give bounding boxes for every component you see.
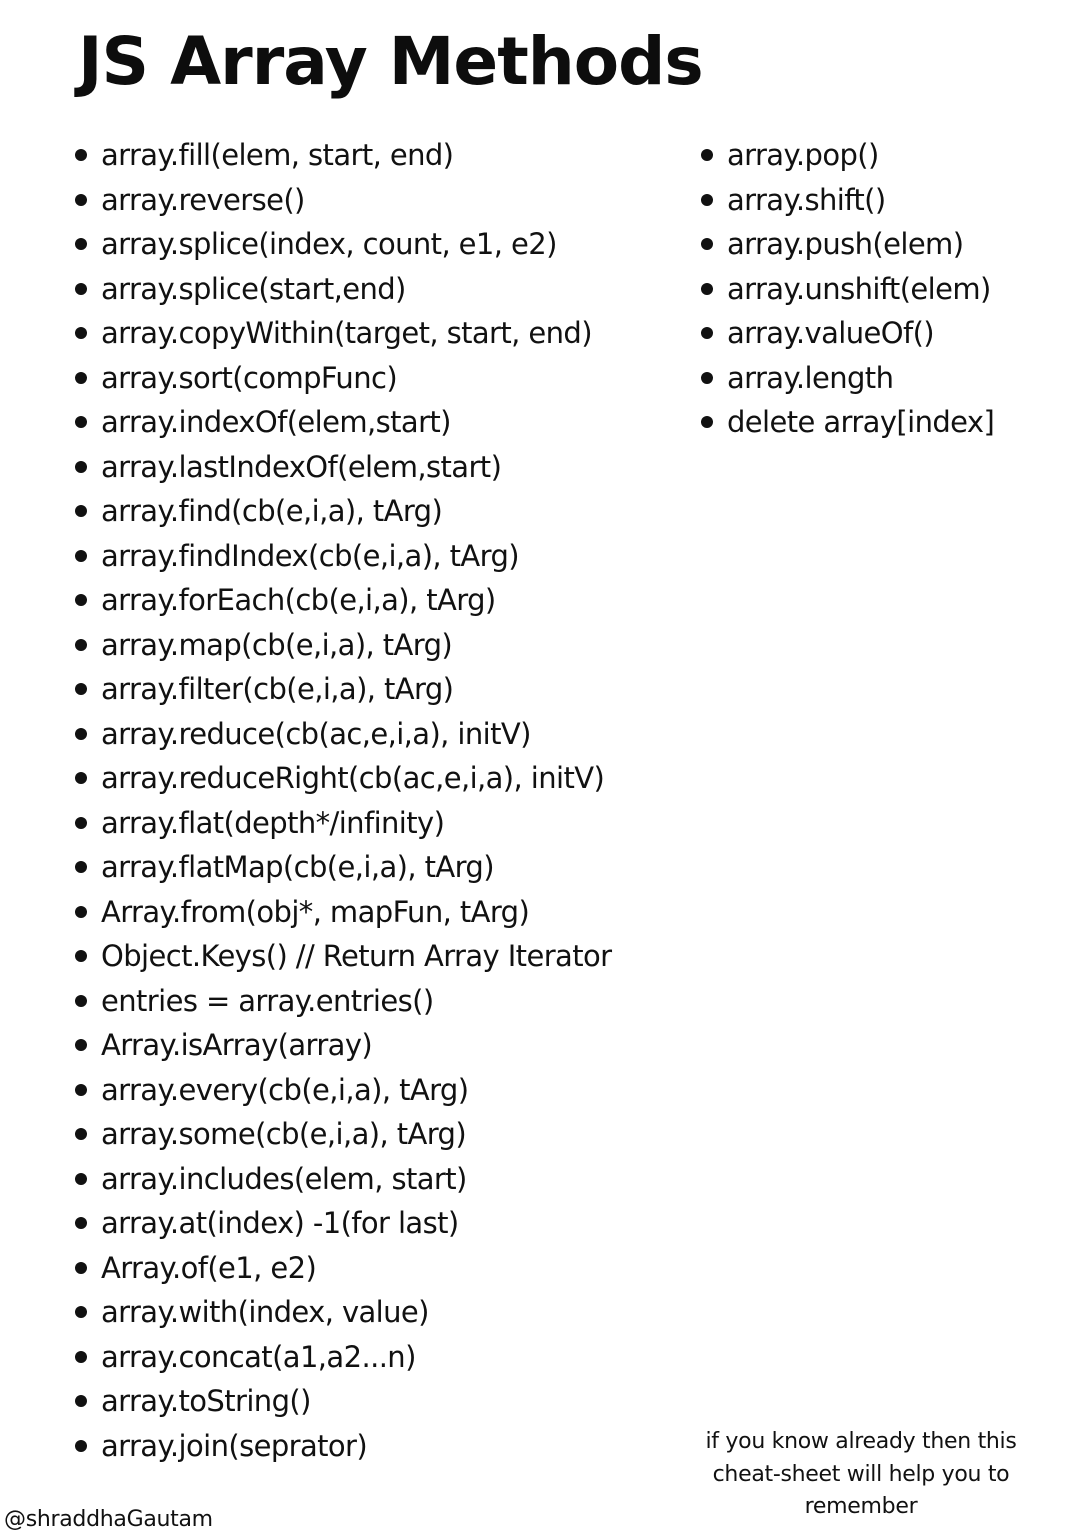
bullet-icon [75, 194, 87, 206]
bullet-icon [75, 1128, 87, 1140]
bullet-icon [75, 1084, 87, 1096]
list-item-text: array.reduceRight(cb(ac,e,i,a), initV) [101, 761, 605, 795]
list-item-text: array.pop() [727, 138, 879, 172]
list-item-text: array.lastIndexOf(elem,start) [101, 449, 502, 484]
bullet-icon [701, 327, 713, 339]
list-item-text: array.concat(a1,a2...n) [101, 1339, 416, 1374]
list-item [696, 133, 994, 178]
bullet-icon [75, 1440, 87, 1452]
list-item [70, 890, 611, 935]
bullet-icon [75, 327, 87, 339]
list-item [70, 712, 611, 757]
list-item [70, 1379, 611, 1424]
bullet-icon [75, 1173, 87, 1185]
bullet-icon [701, 194, 713, 206]
bullet-icon [75, 594, 87, 606]
list-item [70, 222, 611, 267]
list-item [70, 489, 611, 534]
list-item-text: entries = array.entries() [101, 983, 434, 1018]
page-title: JS Array Methods [78, 23, 703, 100]
list-item-text: array.at(index) -1(for last) [101, 1206, 459, 1240]
bullet-icon [75, 1306, 87, 1318]
list-item [696, 400, 994, 445]
list-item-text: Array.from(obj*, mapFun, tArg) [101, 894, 530, 929]
bullet-icon [701, 416, 713, 428]
list-item [70, 1157, 611, 1202]
author-handle: @shraddhaGautam [4, 1507, 213, 1532]
list-item [70, 534, 611, 579]
list-item-text: array.fill(elem, start, end) [101, 138, 454, 172]
bullet-icon [75, 1262, 87, 1274]
list-item [70, 267, 611, 312]
list-item [70, 1335, 611, 1380]
bullet-icon [701, 372, 713, 384]
list-item [70, 445, 611, 490]
bullet-icon [75, 416, 87, 428]
list-item-text: array.flat(depth*/infinity) [101, 805, 445, 840]
list-item-text: array.splice(index, count, e1, e2) [101, 227, 557, 261]
bullet-icon [75, 550, 87, 562]
list-item-text: array.splice(start,end) [101, 271, 406, 306]
list-item-text: array.filter(cb(e,i,a), tArg) [101, 672, 454, 706]
list-item [70, 845, 611, 890]
list-item [70, 1201, 611, 1246]
bullet-icon [75, 817, 87, 829]
bullet-icon [701, 149, 713, 161]
list-item-text: array.find(cb(e,i,a), tArg) [101, 494, 443, 528]
list-item-text: array.flatMap(cb(e,i,a), tArg) [101, 850, 494, 884]
list-item-text: array.some(cb(e,i,a), tArg) [101, 1117, 467, 1151]
list-item-text: array.copyWithin(target, start, end) [101, 316, 592, 350]
bullet-icon [75, 238, 87, 250]
list-item-text: array.every(cb(e,i,a), tArg) [101, 1072, 469, 1107]
bullet-icon [75, 861, 87, 873]
bullet-icon [75, 372, 87, 384]
list-item [70, 979, 611, 1024]
bullet-icon [701, 238, 713, 250]
list-item-text: Array.of(e1, e2) [101, 1250, 317, 1285]
bullet-icon [75, 995, 87, 1007]
bullet-icon [75, 639, 87, 651]
list-item [696, 178, 994, 223]
methods-list-left [70, 133, 611, 1468]
list-item [70, 1246, 611, 1291]
bullet-icon [75, 950, 87, 962]
list-item-text: array.map(cb(e,i,a), tArg) [101, 627, 453, 662]
list-item [70, 1424, 611, 1469]
list-item [696, 222, 994, 267]
list-item [70, 178, 611, 223]
list-item-text: array.reduce(cb(ac,e,i,a), initV) [101, 716, 531, 751]
list-item [696, 267, 994, 312]
methods-list-right [696, 133, 994, 445]
bullet-icon [701, 283, 713, 295]
bullet-icon [75, 1395, 87, 1407]
list-item [696, 356, 994, 401]
bullet-icon [75, 149, 87, 161]
list-item [70, 1112, 611, 1157]
list-item-text: array.sort(compFunc) [101, 360, 398, 395]
list-item [70, 133, 611, 178]
list-item [70, 623, 611, 668]
footer-note: if you know already then this cheat-sheet will help you to remember [705, 1429, 1017, 1519]
list-item [70, 756, 611, 801]
list-item-text: array.includes(elem, start) [101, 1161, 467, 1196]
list-item-text: array.join(seprator) [101, 1428, 368, 1463]
bullet-icon [75, 728, 87, 740]
bullet-icon [75, 283, 87, 295]
list-item-text: array.valueOf() [727, 316, 934, 350]
list-item-text: array.toString() [101, 1384, 311, 1418]
list-item-text: array.unshift(elem) [727, 271, 991, 306]
list-item-text: delete array[index] [727, 405, 995, 439]
list-item-text: array.reverse() [101, 182, 305, 217]
list-item-text: array.with(index, value) [101, 1295, 429, 1329]
list-item-text: Object.Keys() // Return Array Iterator [101, 939, 612, 973]
list-item [70, 1290, 611, 1335]
list-item [70, 1023, 611, 1068]
list-item-text: Array.isArray(array) [101, 1028, 373, 1062]
list-item-text: array.length [727, 360, 894, 395]
list-item [70, 934, 611, 979]
bullet-icon [75, 1217, 87, 1229]
list-item-text: array.indexOf(elem,start) [101, 405, 451, 439]
bullet-icon [75, 1351, 87, 1363]
list-item-text: array.push(elem) [727, 227, 964, 261]
bullet-icon [75, 461, 87, 473]
list-item [70, 356, 611, 401]
list-item-text: array.forEach(cb(e,i,a), tArg) [101, 583, 496, 617]
list-item-text: array.shift() [727, 182, 886, 217]
list-item [70, 1068, 611, 1113]
list-item [696, 311, 994, 356]
bullet-icon [75, 1039, 87, 1051]
list-item [70, 801, 611, 846]
bullet-icon [75, 683, 87, 695]
list-item [70, 578, 611, 623]
list-item-text: array.findIndex(cb(e,i,a), tArg) [101, 538, 519, 573]
list-item [70, 667, 611, 712]
bullet-icon [75, 906, 87, 918]
list-item [70, 311, 611, 356]
bullet-icon [75, 505, 87, 517]
bullet-icon [75, 772, 87, 784]
list-item [70, 400, 611, 445]
